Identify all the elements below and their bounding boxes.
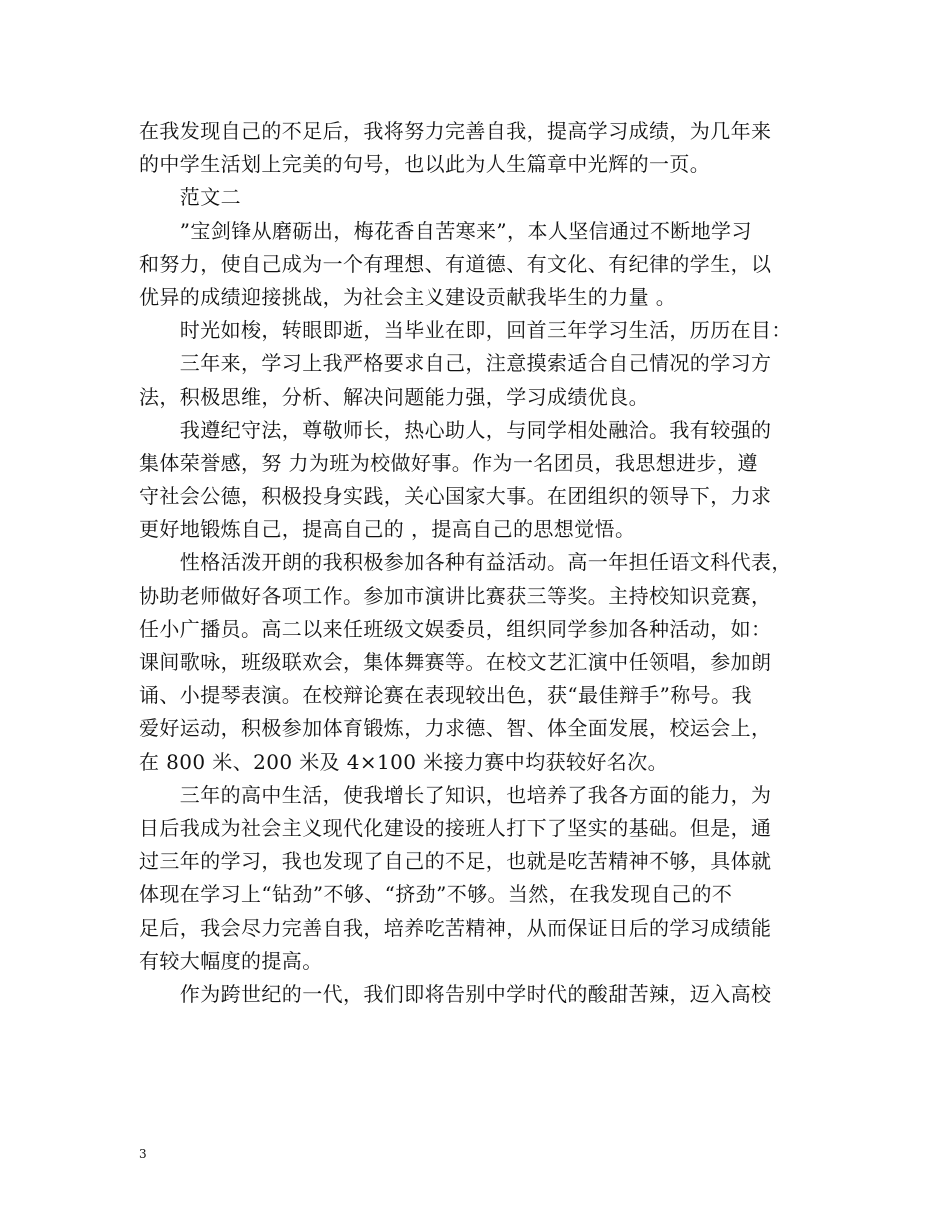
text-line-16: 任小广播员。高二以来任班级文娱委员，组织同学参加各种活动，如：: [139, 616, 772, 641]
text-line-15: 协助老师做好各项工作。参加市演讲比赛获三等奖。主持校知识竞赛，: [139, 583, 772, 608]
text-line-20: 在 800 米、200 米及 4×100 米接力赛中均获较好名次。: [139, 749, 668, 774]
text-line-5: 和努力，使自己成为一个有理想、有道德、有文化、有纪律的学生，以: [139, 251, 772, 276]
text-line-1: 在我发现自己的不足后，我将努力完善自我，提高学习成绩，为几年来: [139, 119, 772, 143]
text-line-27: 作为跨世纪的一代，我们即将告别中学时代的酸甜苦辣，迈入高校: [139, 981, 772, 1006]
text-line-6: 优异的成绩迎接挑战，为社会主义建设贡献我毕生的力量 。: [139, 284, 677, 309]
text-line-12: 守社会公德，积极投身实践，关心国家大事。在团组织的领导下，力求: [139, 484, 772, 509]
text-line-25: 足后，我会尽力完善自我，培养吃苦精神，从而保证日后的学习成绩能: [139, 915, 772, 940]
text-line-2: 的中学生活划上完美的句号，也以此为人生篇章中光辉的一页。: [139, 152, 711, 177]
text-line-18: 诵、小提琴表演。在校辩论赛在表现较出色，获“最佳辩手”称号。我: [139, 683, 752, 708]
text-line-17: 课间歌咏，班级联欢会，集体舞赛等。在校文艺汇演中任领唱，参加朗: [139, 650, 772, 674]
text-line-21: 三年的高中生活，使我增长了知识，也培养了我各方面的能力，为: [139, 782, 772, 807]
page-number: 3: [139, 1147, 147, 1161]
text-line-23: 过三年的学习，我也发现了自己的不足，也就是吃苦精神不够，具体就: [139, 849, 772, 874]
text-line-7: 时光如梭，转眼即逝，当毕业在即，回首三年学习生活，历历在目：: [139, 318, 792, 343]
text-line-8: 三年来，学习上我严格要求自己，注意摸索适合自己情况的学习方: [139, 351, 772, 376]
text-line-11: 集体荣誉感，努 力为班为校做好事。作为一名团员，我思想进步，遵: [139, 450, 758, 475]
text-line-22: 日后我成为社会主义现代化建设的接班人打下了坚实的基础。但是，通: [139, 815, 772, 840]
document-body: [139, 115, 831, 1011]
text-line-26: 有较大幅度的提高。: [139, 948, 323, 973]
text-line-24: 体现在学习上“钻劲”不够、“挤劲”不够。当然，在我发现自己的不: [139, 882, 733, 907]
text-line-19: 爱好运动，积极参加体育锻炼，力求德、智、体全面发展，校运会上，: [139, 716, 772, 741]
text-line-4: ”宝剑锋从磨砺出，梅花香自苦寒来”，本人坚信通过不断地学习: [139, 218, 752, 243]
section-heading: 范文二: [139, 185, 241, 210]
text-line-9: 法，积极思维，分析、解决问题能力强，学习成绩优良。: [139, 384, 649, 409]
text-line-14: 性格活泼开朗的我积极参加各种有益活动。高一年担任语文科代表，: [139, 550, 792, 575]
text-line-13: 更好地锻炼自己，提高自己的 ，提高自己的思想觉悟。: [139, 517, 636, 542]
text-line-10: 我遵纪守法，尊敬师长，热心助人，与同学相处融洽。我有较强的: [139, 417, 772, 442]
